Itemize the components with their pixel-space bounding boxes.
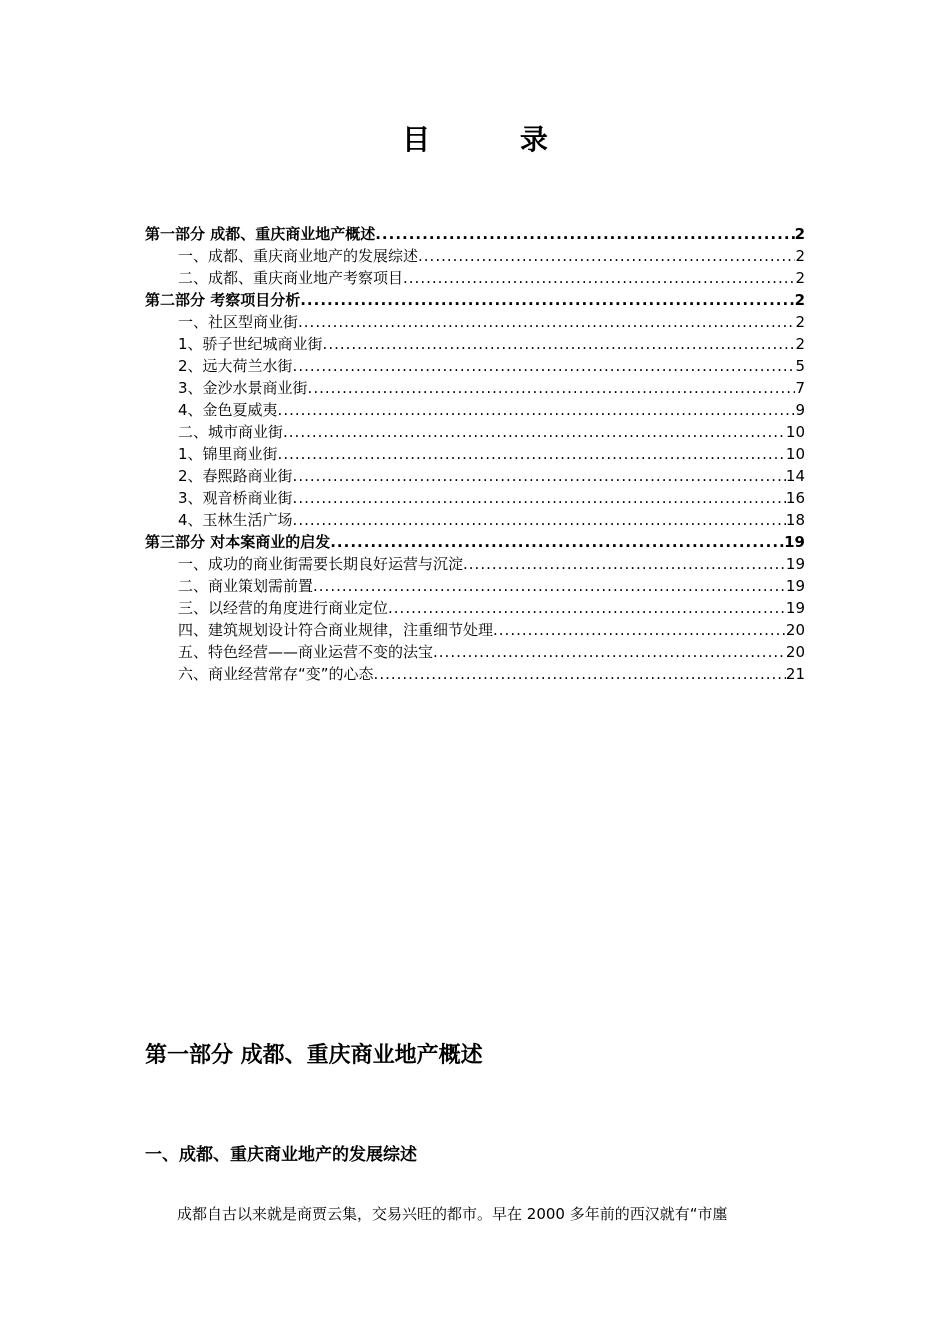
toc-entry-page: 7 (795, 379, 805, 397)
toc-entry-page: 19 (784, 533, 805, 551)
toc-entry-label: 二、商业策划需前置 (178, 577, 314, 595)
toc-entry[interactable] (145, 663, 805, 685)
toc-entry-label: 三、以经营的角度进行商业定位 (178, 599, 389, 617)
toc-leader-dots (463, 553, 786, 575)
toc-leader-dots (283, 421, 786, 443)
toc-entry-label: 五、特色经营——商业运营不变的法宝 (178, 643, 434, 661)
toc-leader-dots (313, 575, 786, 597)
toc-entry-label: 第三部分 对本案商业的启发 (145, 533, 331, 551)
toc-entry[interactable] (145, 575, 805, 597)
toc-entry-label: 1、骄子世纪城商业街 (178, 335, 323, 353)
toc-leader-dots (293, 465, 786, 487)
toc-leader-dots (278, 443, 786, 465)
toc-entry-page: 9 (795, 401, 805, 419)
toc-leader-dots (300, 289, 794, 311)
toc-entry[interactable] (145, 641, 805, 663)
toc-leader-dots (293, 355, 796, 377)
toc-entry[interactable] (145, 597, 805, 619)
toc-entry-label: 二、成都、重庆商业地产考察项目 (178, 269, 404, 287)
toc-entry-label: 2、远大荷兰水街 (178, 357, 293, 375)
section-heading: 一、成都、重庆商业地产的发展综述 (145, 1145, 417, 1165)
toc-entry-page: 2 (795, 335, 805, 353)
toc-leader-dots (330, 531, 784, 553)
toc-entry[interactable] (145, 619, 805, 641)
toc-entry[interactable] (145, 553, 805, 575)
toc-entry[interactable] (145, 465, 805, 487)
toc-entry[interactable] (145, 443, 805, 465)
toc-entry-page: 2 (795, 269, 805, 287)
toc-leader-dots (293, 509, 786, 531)
toc-entry-page: 20 (785, 621, 805, 639)
page-title: 目 录 (402, 123, 588, 156)
toc-entry-label: 一、社区型商业街 (178, 313, 299, 331)
toc-entry-label: 第二部分 考察项目分析 (145, 291, 301, 309)
toc-entry[interactable] (145, 333, 805, 355)
toc-leader-dots (403, 267, 795, 289)
toc-leader-dots (374, 663, 786, 685)
table-of-contents (145, 223, 805, 685)
toc-entry[interactable] (145, 377, 805, 399)
toc-entry-label: 一、成功的商业街需要长期良好运营与沉淀 (178, 555, 464, 573)
toc-entry-label: 一、成都、重庆商业地产的发展综述 (178, 247, 419, 265)
toc-entry-label: 2、春熙路商业街 (178, 467, 293, 485)
toc-entry[interactable] (145, 531, 805, 553)
body-paragraph: 成都自古以来就是商贾云集，交易兴旺的都市。早在 2000 多年前的西汉就有“市廛 (177, 1205, 728, 1223)
toc-entry-label: 1、锦里商业街 (178, 445, 278, 463)
toc-entry[interactable] (145, 399, 805, 421)
toc-entry-page: 19 (785, 599, 805, 617)
toc-entry-label: 3、金沙水景商业街 (178, 379, 308, 397)
toc-entry-label: 3、观音桥商业街 (178, 489, 293, 507)
toc-leader-dots (308, 377, 796, 399)
toc-entry-page: 21 (785, 665, 805, 683)
toc-leader-dots (293, 487, 786, 509)
toc-leader-dots (493, 619, 786, 641)
toc-entry-page: 10 (785, 423, 805, 441)
toc-leader-dots (375, 223, 794, 245)
toc-leader-dots (323, 333, 796, 355)
toc-entry[interactable] (145, 223, 805, 245)
toc-entry[interactable] (145, 421, 805, 443)
part-heading: 第一部分 成都、重庆商业地产概述 (145, 1043, 483, 1068)
toc-entry-page: 10 (785, 445, 805, 463)
toc-entry-page: 16 (785, 489, 805, 507)
toc-entry-page: 20 (785, 643, 805, 661)
toc-entry-label: 四、建筑规划设计符合商业规律，注重细节处理 (178, 621, 494, 639)
toc-entry-page: 19 (785, 577, 805, 595)
toc-entry[interactable] (145, 355, 805, 377)
toc-leader-dots (298, 311, 795, 333)
toc-entry-page: 18 (785, 511, 805, 529)
toc-entry-page: 2 (795, 247, 805, 265)
toc-entry-page: 5 (795, 357, 805, 375)
toc-entry-label: 4、玉林生活广场 (178, 511, 293, 529)
toc-entry-label: 第一部分 成都、重庆商业地产概述 (145, 225, 376, 243)
toc-entry-page: 14 (785, 467, 805, 485)
toc-entry-page: 2 (795, 313, 805, 331)
toc-entry-page: 2 (794, 225, 805, 243)
toc-entry[interactable] (145, 245, 805, 267)
toc-leader-dots (418, 245, 795, 267)
toc-entry[interactable] (145, 487, 805, 509)
toc-leader-dots (388, 597, 786, 619)
toc-entry-page: 2 (794, 291, 805, 309)
toc-entry-page: 19 (785, 555, 805, 573)
toc-leader-dots (433, 641, 786, 663)
toc-entry-label: 二、城市商业街 (178, 423, 284, 441)
toc-entry-label: 4、金色夏威夷 (178, 401, 278, 419)
toc-entry[interactable] (145, 311, 805, 333)
toc-entry[interactable] (145, 267, 805, 289)
toc-entry[interactable] (145, 509, 805, 531)
toc-entry-label: 六、商业经营常存“变”的心态 (178, 665, 374, 683)
toc-entry[interactable] (145, 289, 805, 311)
toc-leader-dots (278, 399, 796, 421)
